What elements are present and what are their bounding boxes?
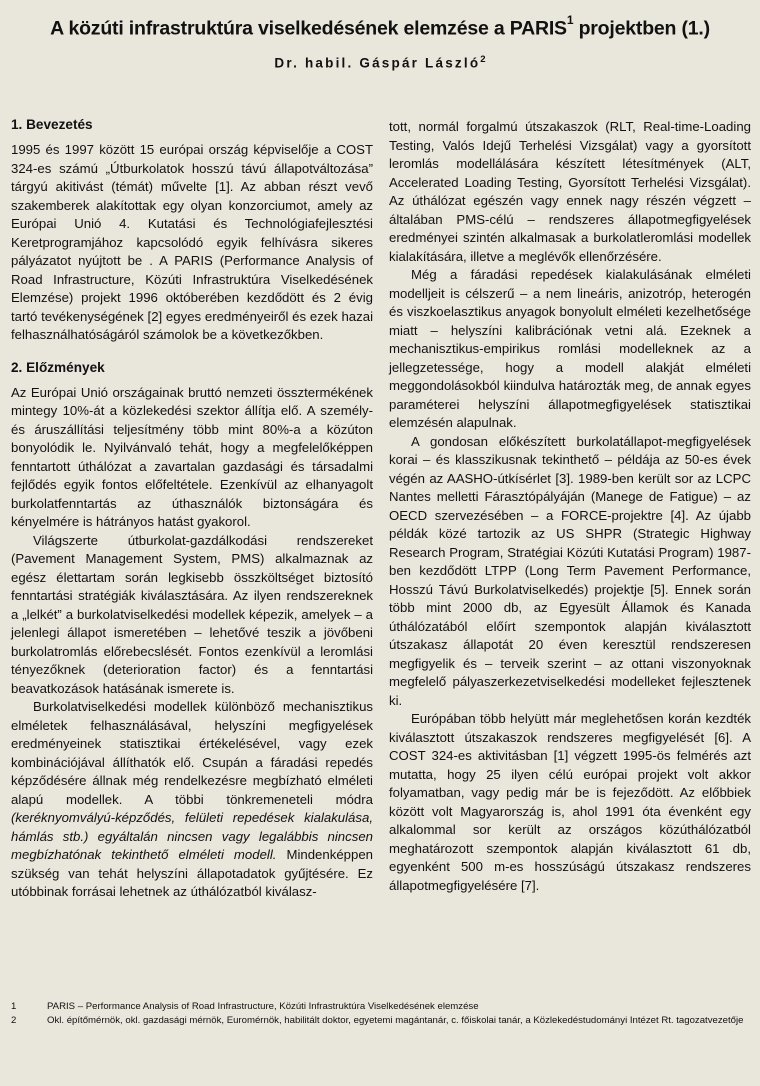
title-tail: projektben (1.): [573, 17, 710, 40]
footnote-number: 2: [11, 1014, 17, 1026]
paragraph: tott, normál forgalmú útszakaszok (RLT, Real-time-Loading Testing, Valós Idejű Terhelési Vizsgálat) vagy a gyorsított leromlás modellálására készített létesítmények (ALT, Accelerated Loading Testing, Gyorsított Terhelési Vizsgálat). Az úthálózat egészén vagy ennek nagy részén végzett – általában PMS-célú – rendszeres állapotmegfigyelések eredményei szintén alkalmasak a burkolatleromlási modellek kialakítására, illetve a meglévők ellenőrzésére.: [389, 119, 751, 264]
title-text: A közúti infrastruktúra viselkedésének elemzése a PARIS: [50, 17, 567, 40]
paragraph: 1995 és 1997 között 15 európai ország képviselője a COST 324-es számú „Útburkolatok hosszú távú állapotváltozása” tárgyú akitivást (témát) művelte [1]. Az abban részt vevő szakemberek alakítottak egy olyan konzorciumot, amely az Európai Unió 4. Kutatási és Technológiafejlesztési Keretprogramjához kapcsolódó egyik felhívásra sikeres pályázatot nyújtott be . A PARIS (Performance Analysis of Road Infrastructure, Közúti Infrastruktúra Viselkedésének Elemzése) projekt 1996 októberében kezdődött és 2 évig tartó tevékenységének [2] egyes eredményeiről és ezek hazai felhasználhatóságáról számolok be a következőkben.: [11, 142, 373, 342]
footnotes: [11, 1000, 751, 1027]
footnote: [11, 1000, 751, 1014]
paragraph-text: Mindenképpen szükség van tehát helyszíni állapotadatok gyűjtésére. Ez utóbbinak forrásai lehetnek az úthálózatból kiválasz-: [11, 847, 373, 899]
title-footnote-mark: 1: [566, 13, 574, 27]
footnote-number: 1: [11, 1001, 17, 1012]
author-footnote-mark: 2: [480, 54, 486, 65]
paragraph: Még a fáradási repedések kialakulásának elméleti modelljeit is célszerű – a nem lineáris, anizotróp, heterogén és viszkoelasztikus anyagok bonyolult elméleti kezelhetősége miatt – helyszíni kalibrációnak vetni alá. Ezeknek a mechanisztikus-empirikus romlási modelleknek az a jellegzetessége, hogy a modell alakját elméleti meggondolásokból kiindulva határozták meg, de annak egyes paraméterei helyszíni állapotmegfigyelések statisztikai elemzésén alapulnak.: [389, 267, 751, 430]
paragraph-text: Burkolatviselkedési modellek különböző mechanisztikus elméletek felhasználásával, helyszíni megfigyelések eredményeinek statisztikai értékelésével, vagy ezek kombinációjával állíthatók elő. Csupán a fáradási repedés képződésére állnak még rendelkezésre megbízható elméleti alapú modellek. A többi tönkremeneteli módra: [11, 699, 373, 807]
paragraph: A gondosan előkészített burkolatállapot-megfigyelések korai – és klasszikusnak tekinthető – példája az 50-es évek végén az AASHO-útkísérlet [3]. 1989-ben került sor az LCPC Nantes melletti Fárasztópályáján (Manege de Fatigue) – az OECD szervezésében – a FORCE-projektre [4]. Az újabb példák közé tartozik az US SHPR (Strategic Highway Research Program, Stratégiai Közúti Kutatási Program) 1987-ben kezdődött LTPP (Long Term Pavement Performance, Hosszú Távú Burkolatviselkedés) projektje [5]. Ennek során több mint 2000 db, az Egyesült Államok és Kanada úthálózatából előírt szempontok alapján kiválasztott útszakasz állapotát 20 éven keresztül rendszeresen megfigyelik és – terveik szerint – az ottani viszonyoknak megfelelő pályaszerkezetviselkedési modelleket fejlesztenek ki.: [389, 433, 751, 708]
article-title: [0, 13, 760, 41]
paragraph-italic: (keréknyomvályú-képződés, felületi repedések kialakulása, hámlás stb.) egyáltalán nincsen vagy legalábbis nincsen megbízhatónak tekinthető elméleti modell.: [11, 810, 373, 862]
author-name: Dr. habil. Gáspár László: [274, 55, 481, 71]
right-column: [389, 118, 751, 895]
footnote-text: PARIS – Performance Analysis of Road Infrastructure, Közúti Infrastruktúra Viselkedésének elemzése: [47, 1001, 479, 1012]
section-heading-background: 2. Előzmények: [11, 359, 105, 375]
paragraph: Európában több helyütt már meglehetősen korán kezdték kiválasztott útszakaszok rendszeres megfigyelését [6]. A COST 324-es aktivitásban [1] végzett 1995-ös felmérés azt mutatta, hogy 25 ilyen célú európai projekt volt akkor folyamatban, vagy pedig már be is fejeződött. Az előbbiek között volt Magyarország is, ahol 1991 óta évenként egy alkalommal sor került az országos közúthálózatból meghatározott szempontok alapján kiválasztott 61 db, egyenként 500 m-es hosszúságú útszakasz rendszeres állapotmegfigyelésére [7].: [389, 711, 751, 893]
left-column: [11, 116, 373, 902]
paragraph: [11, 698, 373, 902]
author-line: [0, 54, 760, 71]
footnote-text: Okl. építőmérnök, okl. gazdasági mérnök, Euromérnök, habilitált doktor, egyetemi magántanár, c. főiskolai tanár, a Közlekedéstudományi Intézet Rt. tagozatvezetője: [47, 1014, 744, 1026]
footnote: [11, 1014, 751, 1028]
paragraph: Az Európai Unió országainak bruttó nemzeti össztermékének mintegy 10%-át a közlekedési szektor állítja elő. A személy- és áruszállítási teljesítmény több mint 80%-a a közúton bonyolódik le. Nyilvánvaló tehát, hogy a megfelelőképpen fenntartott úthálózat a zavartalan gazdasági és társadalmi fejlődés egyik fontos előfeltétele. Ezenkívül az elhanyagolt burkolatfenntartás az úthasználók biztonságára és kényelmére is hátrányos hatást gyakorol.: [11, 384, 373, 529]
paragraph: Világszerte útburkolat-gazdálkodási rendszereket (Pavement Management System, PMS) alkalmaznak az egész élettartam során legkisebb összköltséget biztosító fenntartási stratégiák kiválasztására. Az ilyen rendszereknek a „lelkét” a burkolatviselkedési modellek képezik, amelyek – a jelenlegi állapot ismeretében – lehetővé teszik a jövőbeni burkolatromlás előrebecslését. Fontos ezenkívül a leromlási tényezőknek (deterioration factor) és a fenntartási beavatkozások hatásának ismerete is.: [11, 532, 373, 696]
section-heading-introduction: 1. Bevezetés: [11, 117, 93, 132]
